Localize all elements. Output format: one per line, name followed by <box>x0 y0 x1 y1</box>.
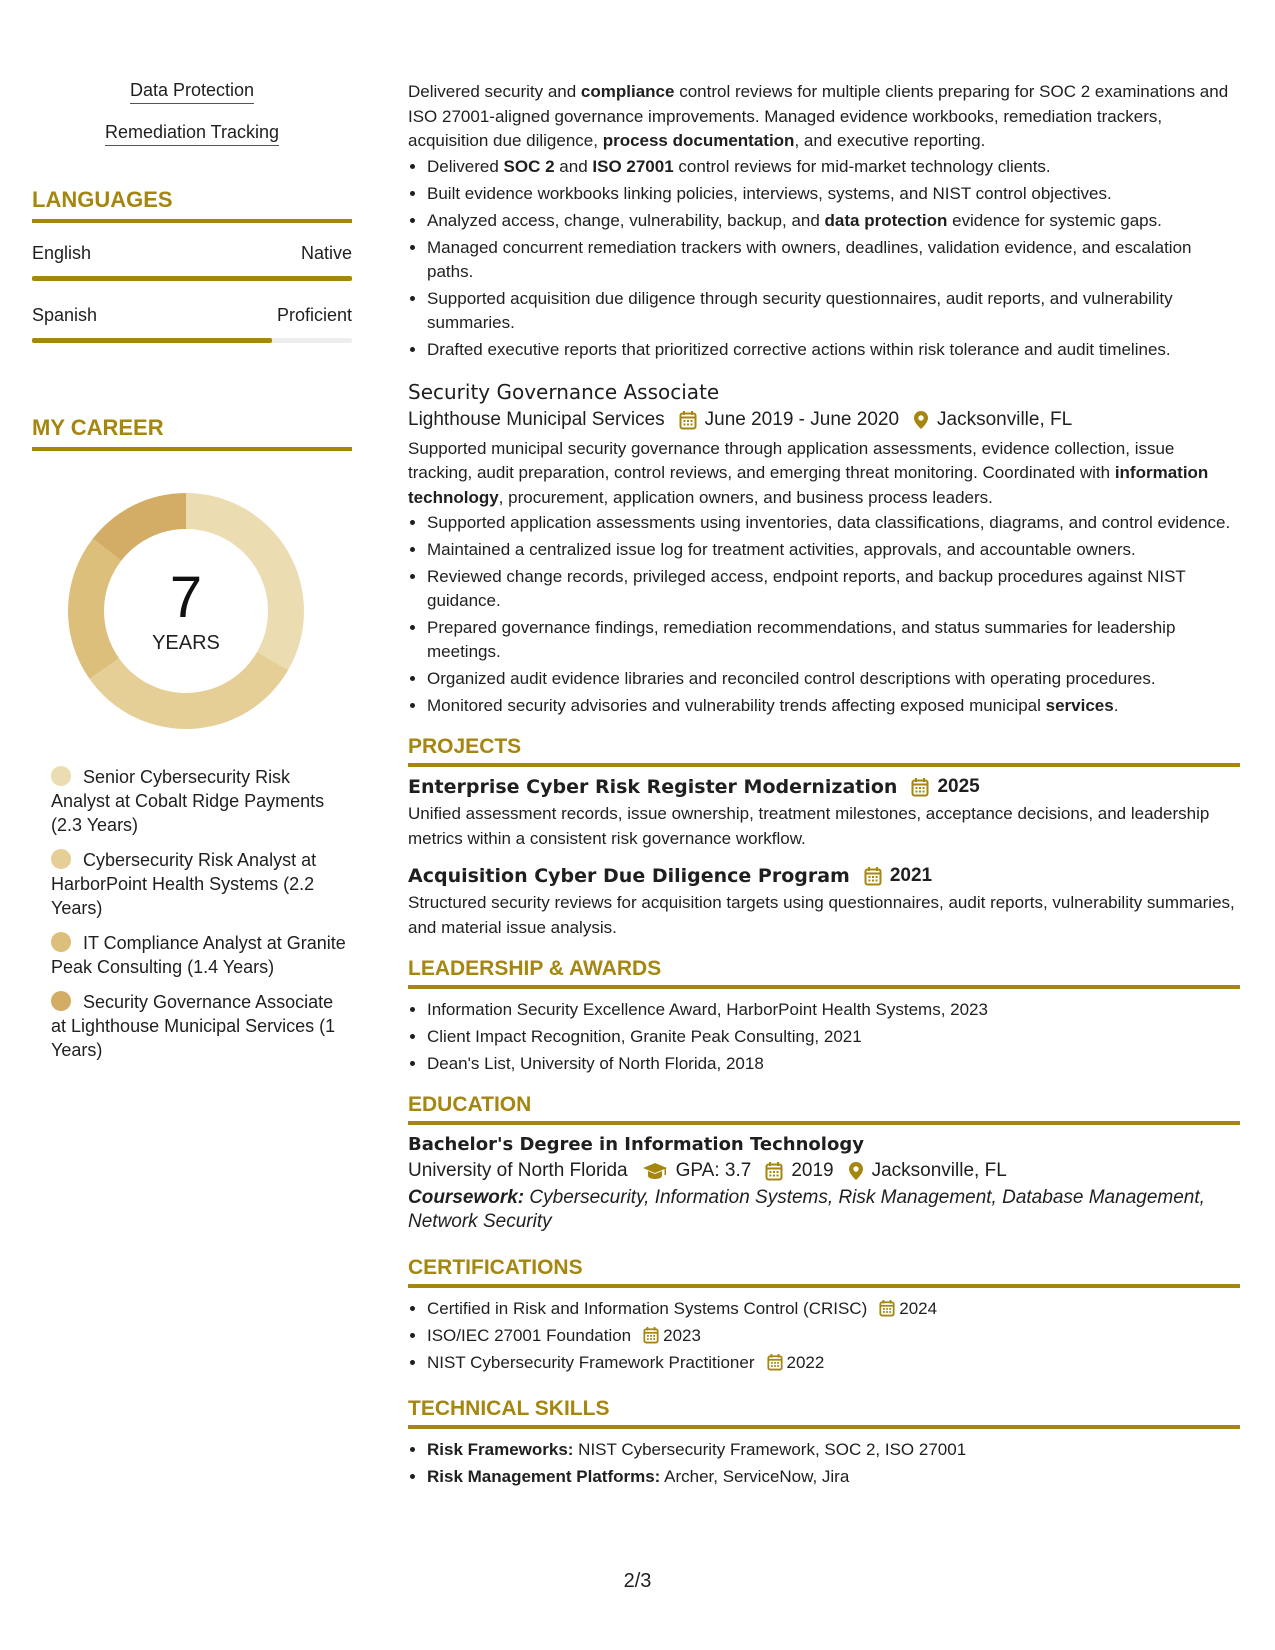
text-run: evidence for systemic gaps. <box>947 210 1162 230</box>
career-total-label: YEARS <box>152 631 220 654</box>
skill-item <box>427 1465 1240 1489</box>
text-run: control reviews for mid-market technology clients. <box>673 156 1051 176</box>
skill-item <box>427 1438 1240 1462</box>
text-run: Built evidence workbooks linking policies, interviews, systems, and NIST control objectives. <box>427 183 1112 203</box>
text-run: Supported application assessments using inventories, data classifications, diagrams, and control evidence. <box>427 513 1231 532</box>
job2-title: Security Governance Associate <box>408 379 720 404</box>
career-donut-center <box>66 491 306 731</box>
career-item-text: Security Governance Associate at Lighthouse Municipal Services (1 Years) <box>51 992 336 1060</box>
career-item <box>51 765 352 837</box>
career-item-text: Cybersecurity Risk Analyst at HarborPoint Health Systems (2.2 Years) <box>51 850 317 918</box>
bullet-item <box>427 616 1240 664</box>
text-run: Organized audit evidence libraries and reconciled control descriptions with operating procedures. <box>427 669 1156 688</box>
bullet-item <box>427 209 1240 233</box>
bullet-item <box>427 182 1240 206</box>
project-title: Acquisition Cyber Due Diligence Program <box>408 865 850 887</box>
certification-year: 2024 <box>899 1299 938 1318</box>
language-spanish <box>32 305 352 343</box>
projects-heading: PROJECTS <box>408 735 1240 767</box>
certification-year: 2023 <box>663 1326 701 1345</box>
bullet-item <box>427 565 1240 613</box>
technical-skills-heading: TECHNICAL SKILLS <box>408 1397 1240 1429</box>
certifications-list <box>408 1297 1240 1375</box>
career-legend-dot <box>51 932 71 952</box>
text-run: Managed concurrent remediation trackers with owners, deadlines, validation evidence, and escalation paths. <box>427 237 1192 281</box>
text-run: Reviewed change records, privileged access, endpoint reports, and backup procedures against NIST guidance. <box>427 567 1186 610</box>
text-run: Analyzed access, change, vulnerability, backup, and <box>427 210 825 230</box>
award-item: • Information Security Excellence Award, HarborPoint Health Systems, 2023 <box>427 998 1240 1022</box>
language-level: Proficient <box>276 305 352 325</box>
calendar-icon <box>767 1353 783 1371</box>
main-content <box>408 80 1240 1492</box>
job2-company: Lighthouse Municipal Services <box>408 408 665 430</box>
job1-summary <box>408 80 1240 154</box>
project-item <box>408 865 1240 940</box>
certification-name: Certified in Risk and Information Systems Control (CRISC) <box>427 1299 868 1318</box>
project-year: 2021 <box>889 865 933 886</box>
bullet-item <box>427 511 1240 535</box>
project-year: 2025 <box>937 776 980 797</box>
coursework-list: Cybersecurity, Information Systems, Risk Management, Database Management, Network Security <box>408 1187 1205 1232</box>
project-description: Unified assessment records, issue ownership, treatment milestones, acceptance decisions, and leadership metrics within a consistent risk governance workflow. <box>408 804 1210 848</box>
language-bar <box>32 276 352 281</box>
project-title: Enterprise Cyber Risk Register Modernization <box>408 776 898 798</box>
job1-bullets <box>408 155 1240 362</box>
career-item-text: IT Compliance Analyst at Granite Peak Consulting (1.4 Years) <box>51 933 346 977</box>
language-bar-fill <box>32 276 352 281</box>
location-pin-icon <box>913 410 929 430</box>
tag-remediation-tracking: Remediation Tracking <box>32 122 352 143</box>
skills-list <box>408 1438 1240 1489</box>
career-list <box>32 765 352 1062</box>
education-year: 2019 <box>791 1160 834 1181</box>
certification-item <box>427 1297 1240 1321</box>
text-run: , procurement, application owners, and business process leaders. <box>498 487 993 507</box>
education-degree: Bachelor's Degree in Information Technology <box>408 1134 864 1155</box>
certification-name: NIST Cybersecurity Framework Practitioner <box>427 1353 755 1372</box>
text-run: Delivered <box>427 156 504 176</box>
career-heading: MY CAREER <box>32 415 352 451</box>
bullet-item <box>427 538 1240 562</box>
career-item <box>51 848 352 920</box>
bold-keyword: SOC 2 <box>503 156 555 176</box>
certification-item <box>427 1351 1240 1375</box>
calendar-icon <box>911 777 929 797</box>
education-heading: EDUCATION <box>408 1093 1240 1125</box>
bold-keyword: data protection <box>824 210 948 230</box>
language-bar-fill <box>32 338 272 343</box>
career-legend-dot <box>51 991 71 1011</box>
career-legend-dot <box>51 849 71 869</box>
job2-summary <box>408 437 1240 511</box>
language-name: Spanish <box>32 305 98 325</box>
text-run: . <box>1113 696 1119 715</box>
bullet-item <box>427 667 1240 691</box>
tag-data-protection: Data Protection <box>32 80 352 101</box>
calendar-icon <box>643 1326 659 1344</box>
coursework-label: Coursework: <box>408 1187 525 1208</box>
language-name: English <box>32 243 92 263</box>
awards-heading: LEADERSHIP & AWARDS <box>408 957 1240 989</box>
career-donut-chart <box>66 491 306 731</box>
education-meta <box>408 1160 1240 1182</box>
bullet-item <box>427 287 1240 335</box>
certification-name: ISO/IEC 27001 Foundation <box>427 1326 632 1345</box>
project-description: Structured security reviews for acquisition targets using questionnaires, audit reports, vulnerability summaries, and material issue analysis. <box>408 893 1235 937</box>
bold-keyword: process documentation <box>602 131 795 150</box>
calendar-icon <box>864 866 882 886</box>
certification-item <box>427 1324 1240 1348</box>
text-run: , and executive reporting. <box>794 131 986 150</box>
graduation-cap-icon <box>642 1162 668 1180</box>
job2-bullets <box>408 511 1240 718</box>
career-item <box>51 931 352 979</box>
skill-value: Archer, ServiceNow, Jira <box>660 1467 850 1486</box>
text-run: Monitored security advisories and vulnerability trends affecting exposed municipal <box>427 696 1046 715</box>
calendar-icon <box>765 1161 783 1181</box>
bold-keyword: compliance <box>580 82 675 101</box>
certification-year: 2022 <box>786 1353 825 1372</box>
language-bar <box>32 338 352 343</box>
skill-label: Risk Management Platforms: <box>427 1467 661 1486</box>
career-legend-dot <box>51 766 71 786</box>
bullet-item <box>427 155 1240 179</box>
education-gpa: GPA: 3.7 <box>675 1160 752 1181</box>
page-number: 2/3 <box>623 1570 652 1592</box>
text-run: Drafted executive reports that prioritized corrective actions within risk tolerance and audit timelines. <box>427 339 1171 359</box>
text-run: control reviews for multiple clients preparing for SOC 2 examinations and ISO 27001-aligned governance improvements. Managed evidence workbooks, remediation trackers, acquisition due diligence, <box>408 82 1229 150</box>
text-run: Supported acquisition due diligence through security questionnaires, audit reports, and vulnerability summaries. <box>427 288 1173 332</box>
calendar-icon <box>879 1299 895 1317</box>
location-pin-icon <box>848 1161 864 1181</box>
text-run: Maintained a centralized issue log for treatment activities, approvals, and accountable owners. <box>427 540 1136 559</box>
sidebar <box>32 80 352 1073</box>
education-coursework <box>408 1186 1240 1234</box>
award-item: • Dean's List, University of North Florida, 2018 <box>427 1052 1240 1076</box>
language-english <box>32 243 352 281</box>
skill-label: Risk Frameworks: <box>427 1440 574 1459</box>
skill-value: NIST Cybersecurity Framework, SOC 2, ISO 27001 <box>573 1440 967 1459</box>
job2-meta <box>408 409 1240 431</box>
project-item <box>408 776 1240 851</box>
bullet-item <box>427 694 1240 718</box>
text-run: and <box>554 156 593 176</box>
text-run: Prepared governance findings, remediation recommendations, and status summaries for leadership meetings. <box>427 618 1176 661</box>
bold-keyword: information technology <box>408 463 1209 507</box>
text-run: Delivered security and <box>408 82 581 101</box>
bold-keyword: ISO 27001 <box>592 156 674 176</box>
text-run: Supported municipal security governance through application assessments, evidence collection, issue tracking, audit preparation, control reviews, and emerging threat monitoring. Coordinated with <box>408 438 1175 482</box>
award-item: • Client Impact Recognition, Granite Peak Consulting, 2021 <box>427 1025 1240 1049</box>
bullet-item <box>427 338 1240 362</box>
calendar-icon <box>679 410 697 430</box>
education-location: Jacksonville, FL <box>871 1160 1007 1181</box>
career-item <box>51 990 352 1062</box>
job2-dates: June 2019 - June 2020 <box>704 408 900 430</box>
job2-location: Jacksonville, FL <box>937 408 1073 430</box>
career-item-text: Senior Cybersecurity Risk Analyst at Cobalt Ridge Payments (2.3 Years) <box>51 767 325 835</box>
certifications-heading: CERTIFICATIONS <box>408 1256 1240 1288</box>
language-level: Native <box>300 243 352 263</box>
languages-heading: LANGUAGES <box>32 187 352 223</box>
career-total-number: 7 <box>169 564 203 630</box>
education-school: University of North Florida <box>408 1160 628 1181</box>
awards-list <box>408 998 1240 1076</box>
bullet-item <box>427 236 1240 284</box>
bold-keyword: services <box>1045 696 1114 715</box>
